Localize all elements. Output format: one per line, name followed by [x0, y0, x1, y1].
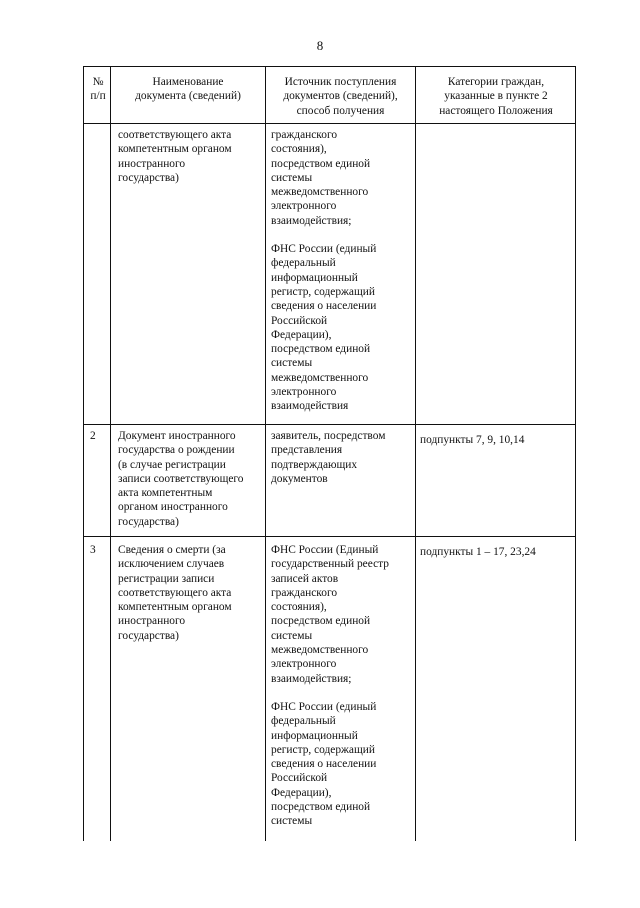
row-1-name: соответствующего акта компетентным органом иностранного государства): [118, 129, 232, 184]
header-divider: [84, 123, 575, 124]
row-divider: [84, 424, 575, 425]
row-2-category: подпункты 7, 9, 10,14: [420, 434, 525, 446]
row-3-name: Сведения о смерти (за исключением случаев регистрации записи соответствующего акта компетентным органом иностранного государства): [118, 544, 232, 642]
source-paragraph: заявитель, посредством представления подтверждающих документов: [271, 430, 386, 485]
row-divider: [84, 536, 575, 537]
row-3-source: [271, 543, 412, 829]
column-divider: [415, 67, 416, 841]
page-number: 8: [316, 38, 324, 53]
header-document-name: Наименование документа (сведений): [135, 76, 241, 103]
header-category: Категории граждан, указанные в пункте 2 настоящего Положения: [439, 76, 553, 117]
row-3-number: 3: [90, 544, 96, 556]
row-1-source: [271, 128, 412, 414]
column-divider: [110, 67, 111, 841]
documents-table: [83, 66, 576, 841]
column-divider: [265, 67, 266, 841]
header-number: № п/п: [90, 76, 106, 103]
row-2-source: [271, 429, 412, 486]
header-source: Источник поступления документов (сведений), способ получения: [283, 76, 398, 117]
row-2-number: 2: [90, 430, 96, 442]
source-paragraph: ФНС России (единый федеральный информационный регистр, содержащий сведения о населении Российской Федерации), посредством единой системы межведомственного электронного взаимодействия: [271, 243, 377, 413]
source-paragraph: ФНС России (единый федеральный информационный регистр, содержащий сведения о населении Российской Федерации), посредством единой системы: [271, 700, 377, 828]
source-paragraph: гражданского состояния), посредством единой системы межведомственного электронного взаимодействия;: [271, 129, 371, 227]
row-2-name: Документ иностранного государства о рождении (в случае регистрации записи соответствующего акта компетентным органом иностранного государства): [118, 430, 244, 528]
row-3-category: подпункты 1 – 17, 23,24: [420, 546, 536, 558]
source-paragraph: ФНС России (Единый государственный реестр записей актов гражданского состояния), посредством единой системы межведомственного электронного взаимодействия;: [271, 544, 389, 685]
